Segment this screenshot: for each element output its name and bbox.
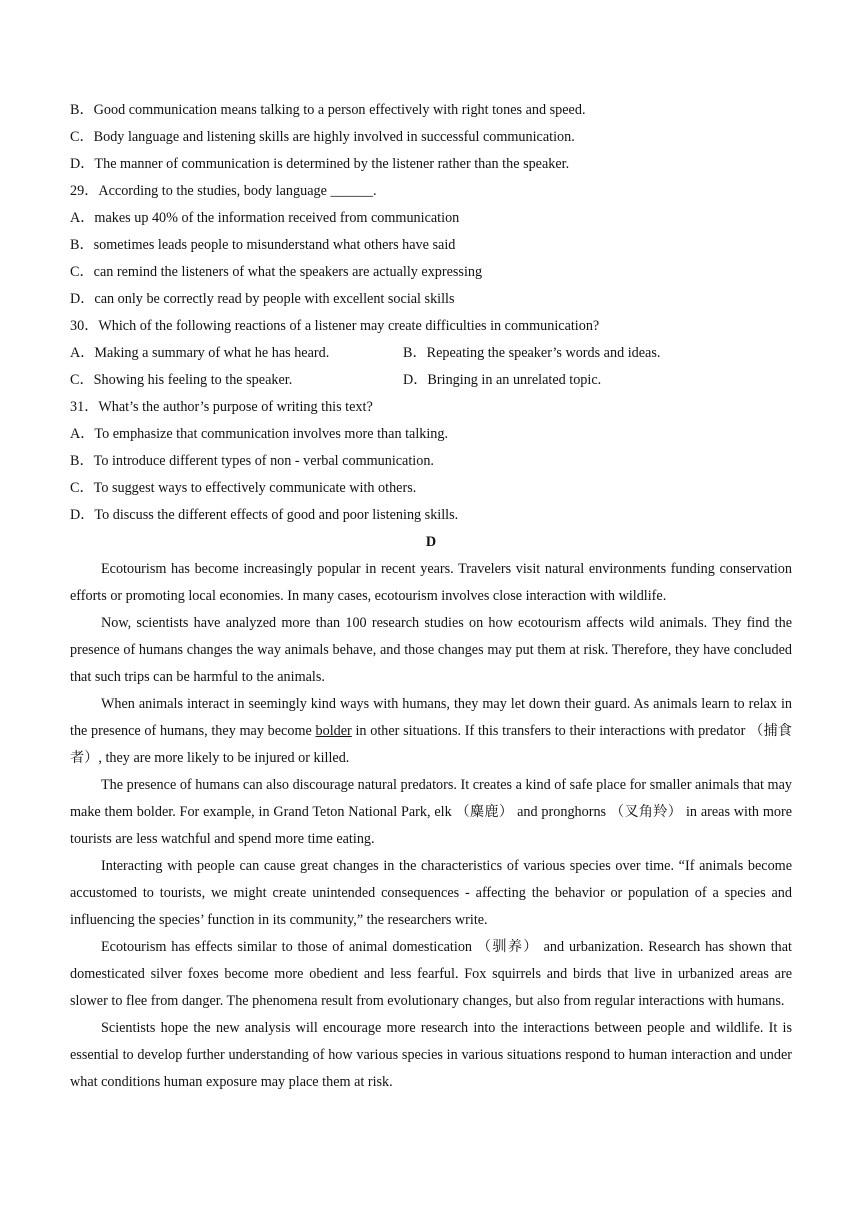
- q30-options-row-1: [70, 340, 792, 367]
- q31-stem: 31．What’s the author’s purpose of writing this text?: [70, 399, 373, 415]
- underlined-word-bolder: bolder: [315, 723, 352, 739]
- q29-stem: 29．According to the studies, body language ______.: [70, 183, 377, 199]
- passage-d-paragraph-5: Interacting with people can cause great changes in the characteristics of various species over time. “If animals become accustomed to tourists, we might create unintended consequences - affecting the behavior or population of a species and influencing the species’ function in its community,” the researchers write.: [70, 858, 792, 928]
- q31-option-d: D．To discuss the different effects of good and poor listening skills.: [70, 507, 459, 523]
- q31-option-c: C．To suggest ways to effectively communicate with others.: [70, 480, 417, 496]
- passage-d-paragraph-6: Ecotourism has effects similar to those of animal domestication （驯养） and urbanization. Research has shown that domesticated silver foxes become more obedient and less fearful. Fox squirrels and birds that live in urbanized areas are slower to flee from danger. The phenomena result from evolutionary changes, but also from regular interactions with humans.: [70, 939, 792, 1009]
- q30-stem: 30．Which of the following reactions of a listener may create difficulties in communication?: [70, 318, 600, 334]
- q30-option-c: C．Showing his feeling to the speaker.: [70, 372, 293, 388]
- q29-option-c: C．can remind the listeners of what the speakers are actually expressing: [70, 264, 483, 280]
- q29-option-b: B．sometimes leads people to misunderstand what others have said: [70, 237, 456, 253]
- passage-d-paragraph-3: [70, 691, 792, 772]
- q30-option-d: D．Bringing in an unrelated topic.: [403, 372, 602, 388]
- q28-option-b: B．Good communication means talking to a person effectively with right tones and speed.: [70, 102, 586, 118]
- q30-options-row-2: [70, 367, 792, 394]
- q29-option-d: D．can only be correctly read by people with excellent social skills: [70, 291, 455, 307]
- passage-d-title: D: [425, 534, 437, 550]
- q29-option-a: A．makes up 40% of the information received from communication: [70, 210, 460, 226]
- q31-option-a: A．To emphasize that communication involves more than talking.: [70, 426, 449, 442]
- q30-option-a: A．Making a summary of what he has heard.: [70, 345, 330, 361]
- passage-d-paragraph-2: Now, scientists have analyzed more than 100 research studies on how ecotourism affects wild animals. They find the presence of humans changes the way animals behave, and those changes may put them at risk. Therefore, they have concluded that such trips can be harmful to the animals.: [70, 615, 792, 685]
- q28-option-c: C．Body language and listening skills are highly involved in successful communication.: [70, 129, 575, 145]
- exam-page: [70, 97, 792, 1096]
- passage-d-paragraph-4: The presence of humans can also discourage natural predators. It creates a kind of safe place for smaller animals that may make them bolder. For example, in Grand Teton National Park, elk （麋鹿） and pronghorns （叉角羚） in areas with more tourists are less watchful and spend more time eating.: [70, 777, 792, 847]
- paragraph-3-text-after: in other situations. If this transfers to their interactions with predator （捕食者）, they are more likely to be injured or killed.: [70, 723, 792, 766]
- passage-d-paragraph-1: Ecotourism has become increasingly popular in recent years. Travelers visit natural environments funding conservation efforts or promoting local economies. In many cases, ecotourism involves close interaction with wildlife.: [70, 561, 792, 604]
- paragraph-3-text-before: When animals interact in seemingly kind ways with humans, they may let down their guard. As animals learn to relax in the presence of humans, they may become: [70, 696, 792, 739]
- q28-option-d: D．The manner of communication is determined by the listener rather than the speaker.: [70, 156, 570, 172]
- passage-d-paragraph-7: Scientists hope the new analysis will encourage more research into the interactions between people and wildlife. It is essential to develop further understanding of how various species in various situations respond to human interaction and under what conditions human exposure may place them at risk.: [70, 1020, 792, 1090]
- q30-option-b: B．Repeating the speaker’s words and ideas.: [403, 345, 661, 361]
- q31-option-b: B．To introduce different types of non - verbal communication.: [70, 453, 434, 469]
